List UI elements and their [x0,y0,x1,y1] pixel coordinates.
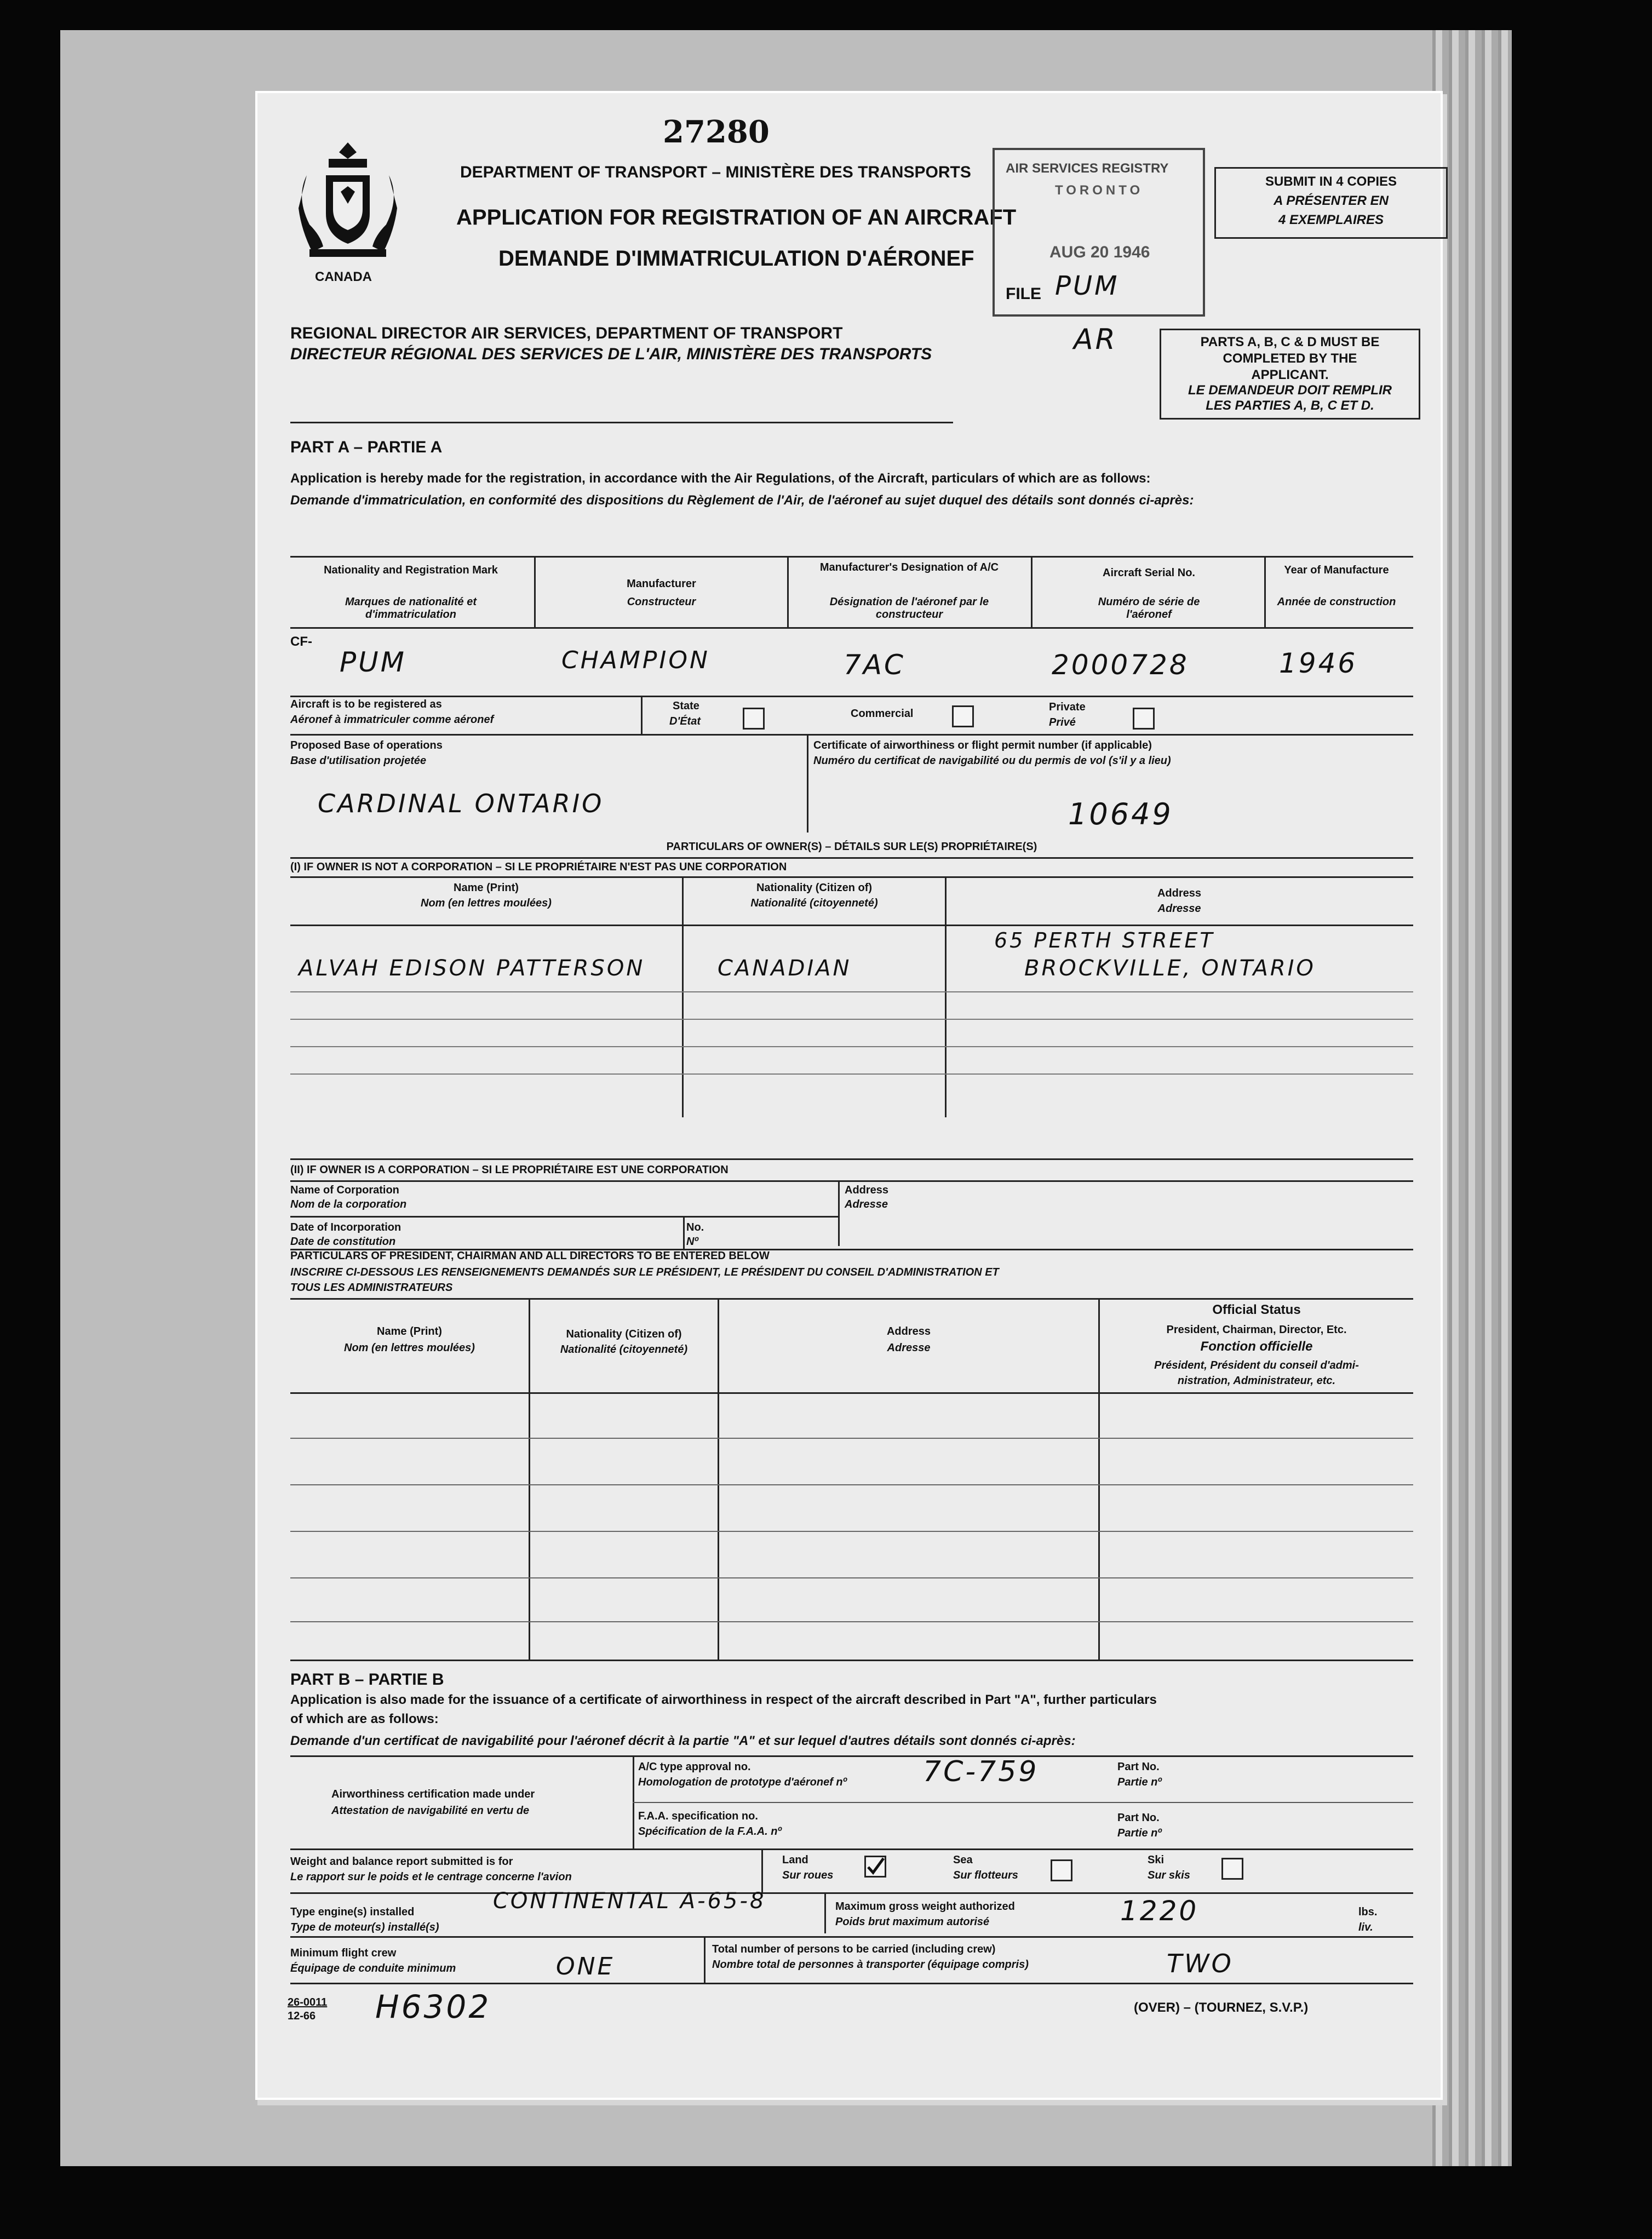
corp-heading: (II) IF OWNER IS A CORPORATION – SI LE PROPRIÉTAIRE EST UNE CORPORATION [290,1164,729,1176]
registered-as-en: Aircraft is to be registered as [290,698,442,710]
designation-value[interactable]: 7AC [844,649,905,681]
col-desig-en: Manufacturer's Designation of A/C [819,561,999,573]
submit-copies-box: SUBMIT IN 4 COPIES A PRÉSENTER EN 4 EXEMPLAIRES [1214,167,1448,239]
initials: AR [1074,323,1117,356]
col-mark-fr: Marques de nationalité et d'immatriculation [345,596,477,621]
cert-value[interactable]: 10649 [1068,797,1173,831]
part-a-heading: PART A – PARTIE A [290,438,443,456]
col-serial-en: Aircraft Serial No. [1103,567,1195,579]
private-checkbox[interactable] [1133,708,1155,730]
owners-heading: PARTICULARS OF OWNER(S) – DÉTAILS SUR LE(S) PROPRIÉTAIRE(S) [290,841,1413,853]
ski-checkbox[interactable] [1221,1858,1243,1880]
handwritten-number: H6302 [375,1988,491,2025]
col-mark-en: Nationality and Registration Mark [324,564,498,576]
aircraft-table-top [290,556,1413,558]
owner-address-line1[interactable]: 65 PERTH STREET [994,928,1215,952]
department-title: DEPARTMENT OF TRANSPORT – MINISTÈRE DES TRANSPORTS [460,163,971,181]
addressee-en: REGIONAL DIRECTOR AIR SERVICES, DEPARTMENT OF TRANSPORT [290,324,843,342]
aircraft-table-header-line [290,627,1413,629]
part-a-intro-fr: Demande d'immatriculation, en conformité des dispositions du Règlement de l'Air, de l'aéronef au sujet duquel des détails sont donnés ci-après: [290,493,1194,508]
serial-value[interactable]: 2000728 [1052,649,1189,681]
part-b-intro-fr: Demande d'un certificat de navigabilité pour l'aéronef décrit à la partie "A" et sur lequel d'autres détails sont donnés ci-après: [290,1733,1076,1748]
part-a-intro-en: Application is hereby made for the registration, in accordance with the Air Regulations, of the Aircraft, particulars of which are as follows: [290,471,1151,486]
form-title-fr: DEMANDE D'IMMATRICULATION D'AÉRONEF [498,246,974,271]
checkmark-icon [866,1857,885,1876]
col-mfr-fr: Constructeur [627,596,696,608]
type-approval-value[interactable]: 7C-759 [923,1755,1039,1788]
col-desig-fr: Désignation de l'aéronef par le constructeur [829,596,989,621]
form-number: 26-0011 [288,1996,328,2008]
base-label-en: Proposed Base of operations [290,739,443,751]
state-checkbox[interactable] [743,708,765,730]
persons-value[interactable]: TWO [1167,1949,1234,1978]
over-note: (OVER) – (TOURNEZ, S.V.P.) [1134,2000,1309,2015]
cert-label-en: Certificate of airworthiness or flight permit number (if applicable) [813,739,1152,751]
owner-name-value[interactable]: ALVAH EDISON PATTERSON [299,956,645,981]
addressee-line [290,422,953,423]
col-year-en: Year of Manufacture [1284,564,1389,576]
file-number: 27280 [663,114,770,150]
country-label: CANADA [315,269,372,284]
manufacturer-value[interactable]: CHAMPION [561,646,710,674]
registered-as-fr: Aéronef à immatriculer comme aéronef [290,714,494,726]
col-year-fr: Année de construction [1277,596,1396,608]
owner-nationality-value[interactable]: CANADIAN [718,956,852,981]
cert-label-fr: Numéro du certificat de navigabilité ou du permis de vol (s'il y a lieu) [813,755,1171,767]
base-label-fr: Base d'utilisation projetée [290,755,427,767]
part-b-intro-en2: of which are as follows: [290,1712,439,1726]
form-page: 27280 CANADA DEPARTMENT OF TRANSPORT – MINISTÈRE DES TRANSPORTS APPLICATION FOR REGISTRATION OF AN AIRCRAFT DEMANDE D'IMMATRICULATION D'AÉRONEF AIR SERVICES REGISTRY TORONTO AUG 20 1946 FILE PUM SUBMIT IN 4 COPIES A PRÉSENTER EN 4 EXEMPLAIRES REGIONAL DIRECTOR AIR SERVICES, DEPARTMENT OF TRANSPORT DIRECTEUR RÉGIONAL DES SERVICES DE L'AIR, MINISTÈRE DES TRANSPORTS AR PARTS A, B, C & D MUST BE COMPLETED BY THE APPLICANT. LE DEMANDEUR DOIT REMPLIR LES PARTIES A, B, C ET D. PART A – PARTIE A Application is hereby made for the registration, in accordance with the Air Regulations, of the Aircraft, particulars of which are as follows: Demande d'immatriculation, en conformité des dispositions du Règlement de l'Air, de l'aéronef au sujet duquel des détails sont donnés ci-après: Nationality and Registration Mark Marques de nationalité et d'immatriculation Manufacturer Constructeur Manufacturer's Designation of A/C Désignation de l'aéronef par le constructeur Aircraft Serial No. Numéro de série de l'aéronef Year of Manufacture Année de construction CF- PUM CHAMPION 7AC 2000728 1946 Aircraft is to be registered as Aéronef à immatriculer comme aéronef State D'État Commercial Private Privé Proposed Base of operations Base d'utilisation projetée CARDINAL ONTARIO Certificate of airworthiness or flight permit number (if applicable) Numéro du certificat de navigabilité ou du permis de vol (s'il y a lieu) 10649 PARTICULARS OF OWNER(S) – DÉTAILS SUR LE(S) PROPRIÉTAIRE(S) (I) IF OWNER IS NOT A CORPORATION – SI LE PROPRIÉTAIRE N'EST PAS UNE CORPORATION Name (Print) Nom (en lettres moulées) Nationality (Citizen of) Nationalité (citoyenneté) Address Adresse ALVAH EDISON PATTERSON CANADIAN 65 PERTH STREET BROCKVILLE, ONTARIO (II) IF OWNER IS A CORPORATION – SI LE PROPRIÉTAIRE EST UNE CORPORATION Name of Corporation Nom de la corporation Address Adresse Date of Incorporation Date de constitution No. Nº PARTICULARS OF PRESIDENT, CHAIRMAN AND ALL DIRECTORS TO BE ENTERED BELOW INSCRIRE CI-DESSOUS LES RENSEIGNEMENTS DEMANDÉS SUR LE PRÉSIDENT, LE PRÉSIDENT DU CONSEIL D'ADMINISTRATION ET TOUS LES ADMINISTRATEURS Name (Print) Nom (en lettres moulées) Nationality (Citizen of) Nationalité (citoyenneté) Address Adresse Official Status President, Chairman, Director, Etc. Fonction officielle Président, Président du conseil d'admi- nistration, Administrateur, etc. PART B – PARTIE B Application is also made for the issuance of a certificate of airworthiness in respect of the aircraft described in Part "A", further particulars of which are as follows: Demande d'un certificat de navigabilité pour l'aéronef décrit à la partie "A" et sur lequel d'autres détails sont donnés ci-après: Airworthiness certification made under Attestation de navigabilité en vertu de A/C type approval no. Homologation de prototype d'aéronef nº 7C-759 Part No. Partie nº F.A.A. specification no. Spécification de la F.A.A. nº Part No. Partie nº Weight and balance report submitted is for Le rapport sur le poids et le centrage concerne l'avion Land Sur roues Sea Sur flotteurs Ski Sur skis Type engine(s) installed Type de moteur(s) installé(s) CONTINENTAL A-65-8 Maximum gross weight authorized Poids brut maximum autorisé 1220 lbs. liv. Minimum flight crew Équipage de conduite minimum ONE Total number of persons to be carried (including crew) Nombre total de personnes à transporter (équipage compris) TWO 26-0011 12-66 H6302 (OVER) – (TOURNEZ, S.V.P.) [257,93,1441,2098]
form-title-en: APPLICATION FOR REGISTRATION OF AN AIRCRAFT [456,205,1017,229]
col-mfr-en: Manufacturer [627,578,696,590]
year-value[interactable]: 1946 [1279,647,1358,679]
directors-heading-fr1: INSCRIRE CI-DESSOUS LES RENSEIGNEMENTS DEMANDÉS SUR LE PRÉSIDENT, LE PRÉSIDENT DU CONSEIL D'ADMINISTRATION ET [290,1266,999,1278]
addressee-fr: DIRECTEUR RÉGIONAL DES SERVICES DE L'AIR, MINISTÈRE DES TRANSPORTS [290,345,932,363]
registry-stamp: AIR SERVICES REGISTRY TORONTO AUG 20 1946 FILE PUM [993,148,1205,317]
sea-checkbox[interactable] [1051,1859,1072,1881]
directors-heading-fr2: TOUS LES ADMINISTRATEURS [290,1282,453,1294]
crew-value[interactable]: ONE [556,1953,615,1980]
engine-value[interactable]: CONTINENTAL A-65-8 [493,1888,766,1914]
form-date: 12-66 [288,2010,316,2022]
part-b-intro-en1: Application is also made for the issuance of a certificate of airworthiness in respect of the aircraft described in Part "A", further particulars [290,1692,1157,1707]
aircraft-table-bottom [290,696,1413,697]
registration-mark-value[interactable]: PUM [340,646,406,678]
parts-required-box: PARTS A, B, C & D MUST BE COMPLETED BY THE APPLICANT. LE DEMANDEUR DOIT REMPLIR LES PARTIES A, B, C ET D. [1160,329,1420,420]
binder-edge [1432,30,1512,2166]
directors-heading-en: PARTICULARS OF PRESIDENT, CHAIRMAN AND ALL DIRECTORS TO BE ENTERED BELOW [290,1250,770,1262]
col-serial-fr: Numéro de série de l'aéronef [1098,596,1200,621]
max-weight-value[interactable]: 1220 [1120,1895,1199,1927]
land-checkbox[interactable] [864,1856,886,1878]
owner-address-line2[interactable]: BROCKVILLE, ONTARIO [1024,956,1316,981]
base-value[interactable]: CARDINAL ONTARIO [318,789,604,818]
part-b-heading: PART B – PARTIE B [290,1670,444,1689]
not-corp-heading: (I) IF OWNER IS NOT A CORPORATION – SI LE PROPRIÉTAIRE N'EST PAS UNE CORPORATION [290,861,787,873]
coat-of-arms-icon [290,137,405,268]
commercial-checkbox[interactable] [952,705,974,727]
registration-prefix: CF- [290,634,312,649]
